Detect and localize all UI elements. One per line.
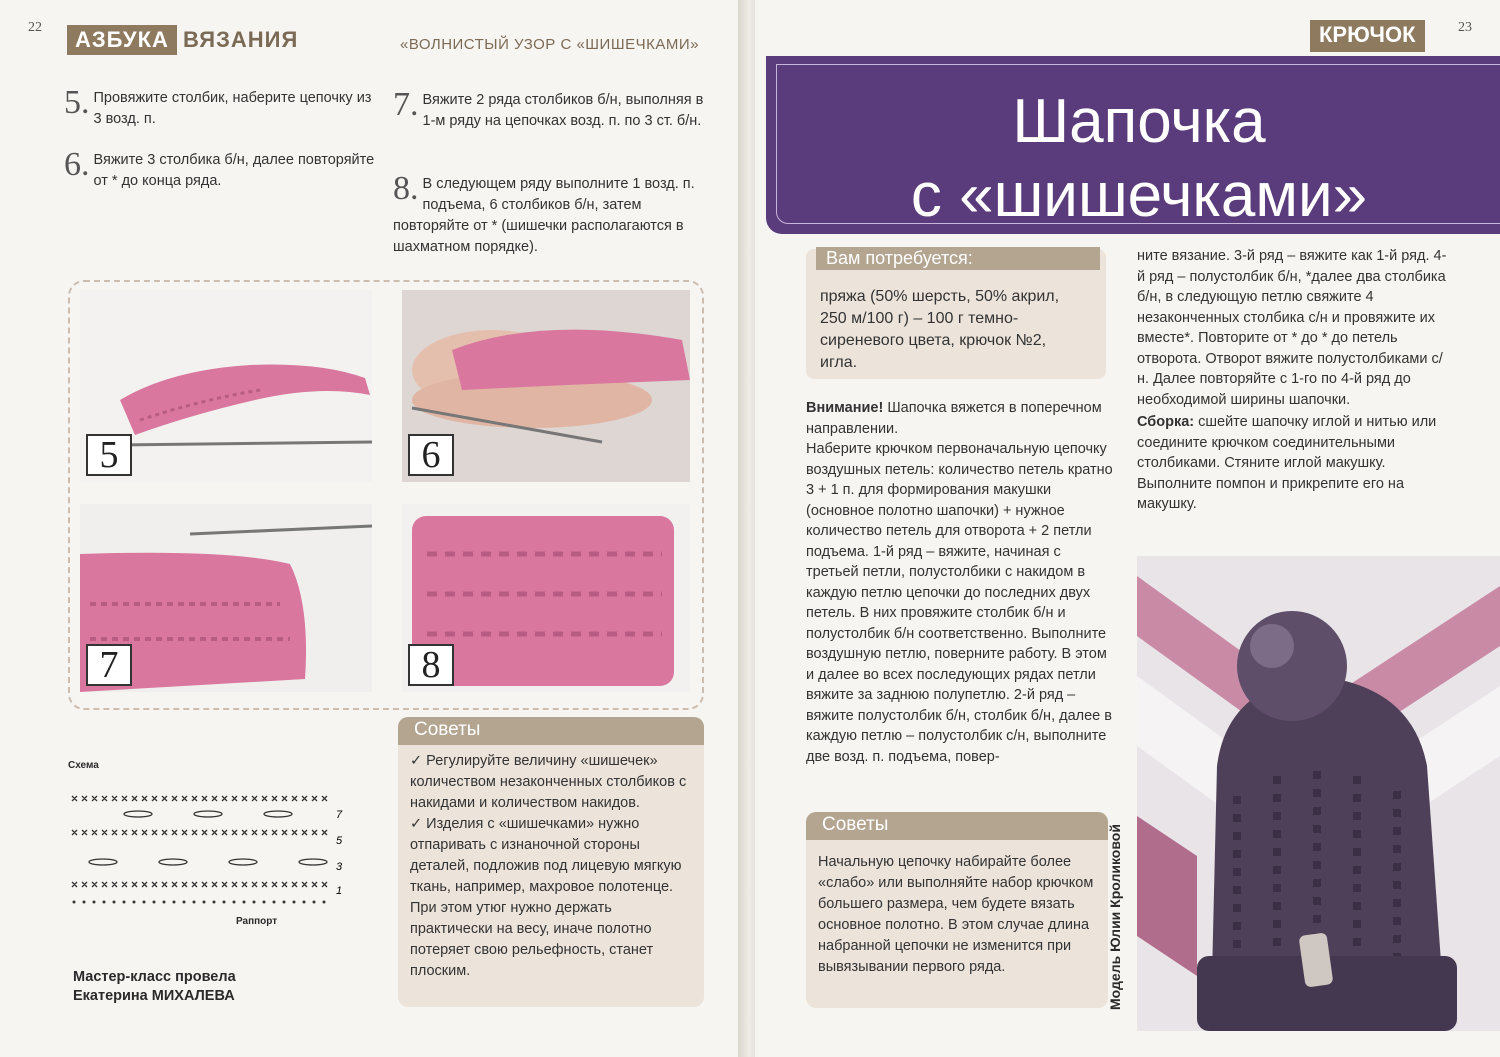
tips-box-left <box>398 717 704 1007</box>
photo-step-8 <box>402 504 690 692</box>
materials-text: пряжа (50% шерсть, 50% акрил, 250 м/100 г) – 100 г темно-сиреневого цвета, крючок №2, игла. <box>820 288 1060 371</box>
photo-grid <box>68 280 704 710</box>
section-name: ВЯЗАНИЯ <box>182 27 299 52</box>
step-number: 5. <box>64 84 90 121</box>
step-text: Провяжите столбик, наберите цепочку из 3 возд. п. <box>93 90 372 127</box>
page-number-left: 22 <box>28 20 42 35</box>
instructions-text-2: ните вязание. 3-й ряд – вяжите как 1-й ряд. 4-й ряд – полустолбик б/н, *далее два столбика б/н, в следующую петлю свяжите 4 незаконченных столбика с/н и провяжите их вместе*. Повторите от * до * до петель отворота. Отворот вяжите полустолбиками с/н. Далее повторяйте с 1-го по 4-й ряд до необходимой ширины шапочки. <box>1137 248 1447 408</box>
materials-title: Вам потребуется: <box>816 247 1100 270</box>
attention-label: Внимание! <box>806 400 884 416</box>
title-line-1: Шапочка <box>1012 87 1266 156</box>
master-name: Екатерина МИХАЛЕВА <box>73 988 235 1004</box>
tips-title: Советы <box>806 812 1108 840</box>
master-line: Мастер-класс провела <box>73 969 236 985</box>
knitted-hat-image <box>1137 556 1500 1031</box>
tip-item: ✓ Регулируйте величину «шишечек» количеством незаконченных столбиков с накидами и количеством накидов. <box>410 753 687 811</box>
instructions-text: Наберите крючком первоначальную цепочку воздушных петель: количество петель кратно 3 + 1 п. для формирования макушки (основное полотно шапочки) + нужное количество петель для отворота + 2 петли подъема. 1-й ряд – вяжите, начиная с третьей петли, полустолбики с накидом в каждую петлю цепочки до последних двух петель. В них провяжите столбик б/н и полустолбик б/н соответственно. Выполните воздушную петлю, поверните работу. В этом и далее во всех последующих рядах петли вяжите за заднюю полупетлю. 2-й ряд – вяжите полустолбик б/н, столбик б/н, далее в каждую петлю – полустолбик с/н, выполните две возд. п. подъема, повер- <box>806 441 1113 765</box>
page-number-right: 23 <box>1458 20 1472 35</box>
section-tag-right: КРЮЧОК <box>1310 20 1425 52</box>
step-number: 8. <box>393 170 419 207</box>
crochet-scheme-diagram <box>68 790 348 910</box>
tips-text: Начальную цепочку набирайте более «слабо» или выполняйте набор крючком большего размера, чем будете вязать основное полотно. В этом случае длина набранной цепочки не изменится при вывязывании первого ряда. <box>818 854 1094 975</box>
photo-step-7 <box>80 504 372 692</box>
scheme-row-label: 3 <box>336 861 343 873</box>
scheme-row-label: 7 <box>336 809 343 821</box>
section-tag: АЗБУКА <box>67 25 177 55</box>
scheme-row-label: 1 <box>336 885 343 897</box>
step-text: В следующем ряду выполните 1 возд. п. подъема, 6 столбиков б/н, затем повторяйте от * (шишечки располагаются в шахматном порядке). <box>393 176 695 255</box>
photo-label: 7 <box>86 644 132 686</box>
title-band <box>766 56 1500 234</box>
master-credit <box>73 968 236 1006</box>
title-line-2: с «шишечками» <box>910 161 1368 230</box>
rapport-label: Раппорт <box>236 916 278 927</box>
step-8 <box>393 170 705 258</box>
step-number: 7. <box>393 86 419 123</box>
section-header <box>67 25 304 55</box>
photo-label: 6 <box>408 434 454 476</box>
photo-label: 8 <box>408 644 454 686</box>
step-text: Вяжите 3 столбика б/н, далее повторяйте от * до конца ряда. <box>93 152 375 189</box>
step-text: Вяжите 2 ряда столбиков б/н, выполняя в 1-м ряду на цепочках возд. п. по 3 ст. б/н. <box>422 92 704 129</box>
step-number: 6. <box>64 146 90 183</box>
tips-title: Советы <box>398 717 704 745</box>
instructions-column-2 <box>1137 246 1447 515</box>
photo-label: 5 <box>86 434 132 476</box>
model-credit: Модель Юлии Кроликовой <box>1107 824 1123 1010</box>
left-page <box>0 0 745 1057</box>
tip-item: ✓ Изделия с «шишечками» нужно отпаривать с изнаночной стороны деталей, подложив под лицевую мягкую ткань, например, махровое полотенце. При этом утюг нужно держать практически на весу, иначе полотно потеряет свою рельефность, станет плоским. <box>410 816 682 979</box>
instructions-column <box>806 398 1114 767</box>
tips-box-right <box>806 812 1108 1008</box>
photo-step-6 <box>402 290 690 482</box>
step-7 <box>393 86 705 132</box>
scheme-row-label: 5 <box>336 835 343 847</box>
article-title: «ВОЛНИСТЫЙ УЗОР С «ШИШЕЧКАМИ» <box>400 36 699 53</box>
step-6 <box>64 146 376 192</box>
scheme-label: Схема <box>68 760 99 771</box>
step-5 <box>64 84 376 130</box>
hat-photo <box>1137 556 1500 1031</box>
materials-box <box>806 249 1106 379</box>
photo-step-5 <box>80 290 372 482</box>
assembly-text: сшейте шапочку иглой и нитью или соедините крючком соединительными столбиками. Стяните иглой макушку. Выполните помпон и прикрепите его на макушку. <box>1137 414 1437 512</box>
assembly-label: Сборка: <box>1137 414 1195 430</box>
attention-text: Шапочка вяжется в поперечном направлении. <box>806 400 1102 437</box>
